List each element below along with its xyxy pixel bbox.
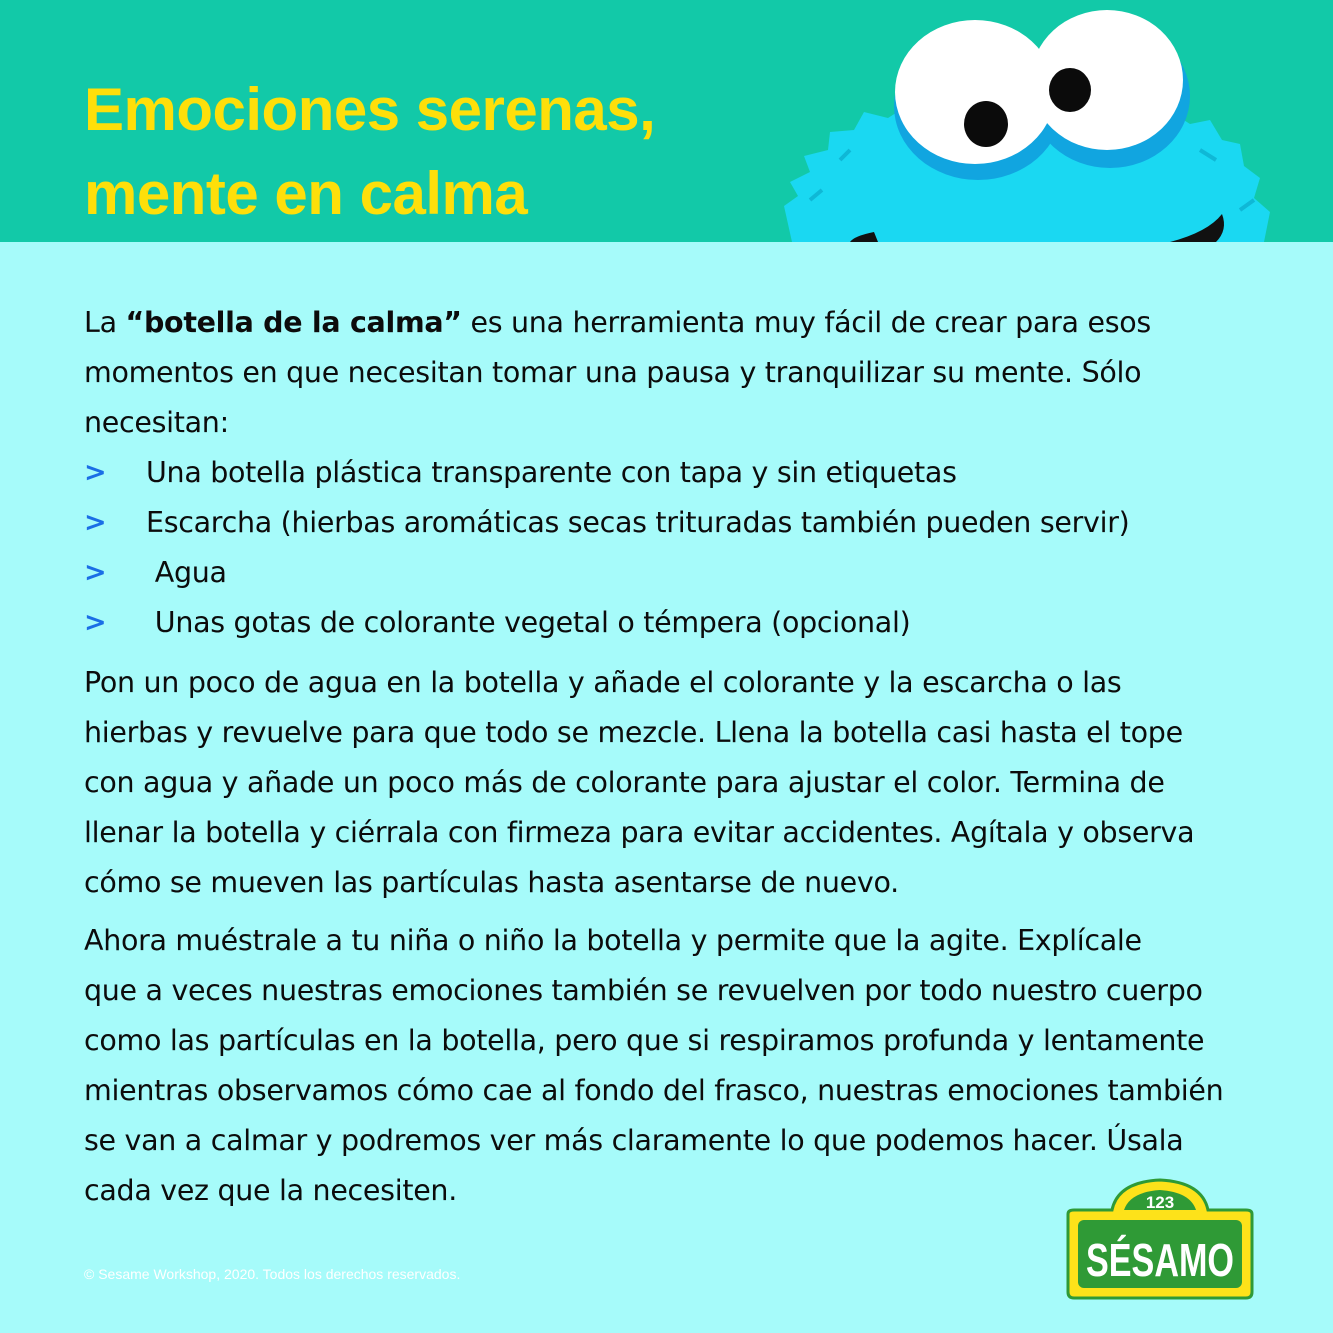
intro-paragraph xyxy=(84,298,1264,448)
main-content xyxy=(84,298,1264,1216)
page-title xyxy=(84,68,655,236)
title-line-2: mente en calma xyxy=(84,160,528,227)
chevron-right-icon: > xyxy=(84,507,107,538)
intro-line-1: es una herramienta muy fácil de crear para esos xyxy=(461,306,1151,339)
explanation-line: mientras observamos cómo cae al fondo del frasco, nuestras emociones también xyxy=(84,1074,1224,1107)
instructions-line: hierbas y revuelve para que todo se mezcle. Llena la botella casi hasta el tope xyxy=(84,716,1183,749)
list-item xyxy=(84,448,1264,498)
explanation-line: como las partículas en la botella, pero que si respiramos profunda y lentamente xyxy=(84,1024,1205,1057)
sesamo-logo xyxy=(1064,1174,1256,1304)
title-line-1: Emociones serenas, xyxy=(84,76,656,143)
list-item xyxy=(84,498,1264,548)
instructions-paragraph xyxy=(84,658,1264,908)
list-item xyxy=(84,598,1264,648)
chevron-right-icon: > xyxy=(84,557,107,588)
copyright-notice: © Sesame Workshop, 2020. Todos los derechos reservados. xyxy=(84,1266,461,1282)
explanation-line: se van a calmar y podremos ver más claramente lo que podemos hacer. Úsala xyxy=(84,1124,1184,1157)
instructions-line: llenar la botella y ciérrala con firmeza para evitar accidentes. Agítala y observa xyxy=(84,816,1195,849)
logo-number: 123 xyxy=(1145,1193,1175,1212)
list-item xyxy=(84,548,1264,598)
right-pupil xyxy=(1049,68,1091,112)
explanation-paragraph xyxy=(84,916,1264,1216)
left-pupil xyxy=(964,101,1008,147)
materials-list xyxy=(84,448,1264,648)
explanation-line: Ahora muéstrale a tu niña o niño la botella y permite que la agite. Explícale xyxy=(84,924,1142,957)
chevron-right-icon: > xyxy=(84,607,107,638)
logo-text: SÉSAMO xyxy=(1086,1234,1234,1286)
instructions-line: con agua y añade un poco más de colorante para ajustar el color. Termina de xyxy=(84,766,1165,799)
intro-line-3: necesitan: xyxy=(84,406,229,439)
explanation-line: cada vez que la necesiten. xyxy=(84,1174,457,1207)
list-item-text: Agua xyxy=(146,556,227,589)
intro-line-2: momentos en que necesitan tomar una pausa y tranquilizar su mente. Sólo xyxy=(84,356,1142,389)
instructions-line: Pon un poco de agua en la botella y añade el colorante y la escarcha o las xyxy=(84,666,1122,699)
instructions-line: cómo se mueven las partículas hasta asentarse de nuevo. xyxy=(84,866,899,899)
cookie-monster-illustration xyxy=(770,0,1310,242)
list-item-text: Unas gotas de colorante vegetal o témpera (opcional) xyxy=(146,606,911,639)
header-banner xyxy=(0,0,1333,242)
list-item-text: Escarcha (hierbas aromáticas secas trituradas también pueden servir) xyxy=(146,506,1130,539)
bottle-name: “botella de la calma” xyxy=(125,306,462,339)
intro-prefix: La xyxy=(84,306,126,339)
list-item-text: Una botella plástica transparente con tapa y sin etiquetas xyxy=(146,456,957,489)
chevron-right-icon: > xyxy=(84,457,107,488)
explanation-line: que a veces nuestras emociones también se revuelven por todo nuestro cuerpo xyxy=(84,974,1203,1007)
